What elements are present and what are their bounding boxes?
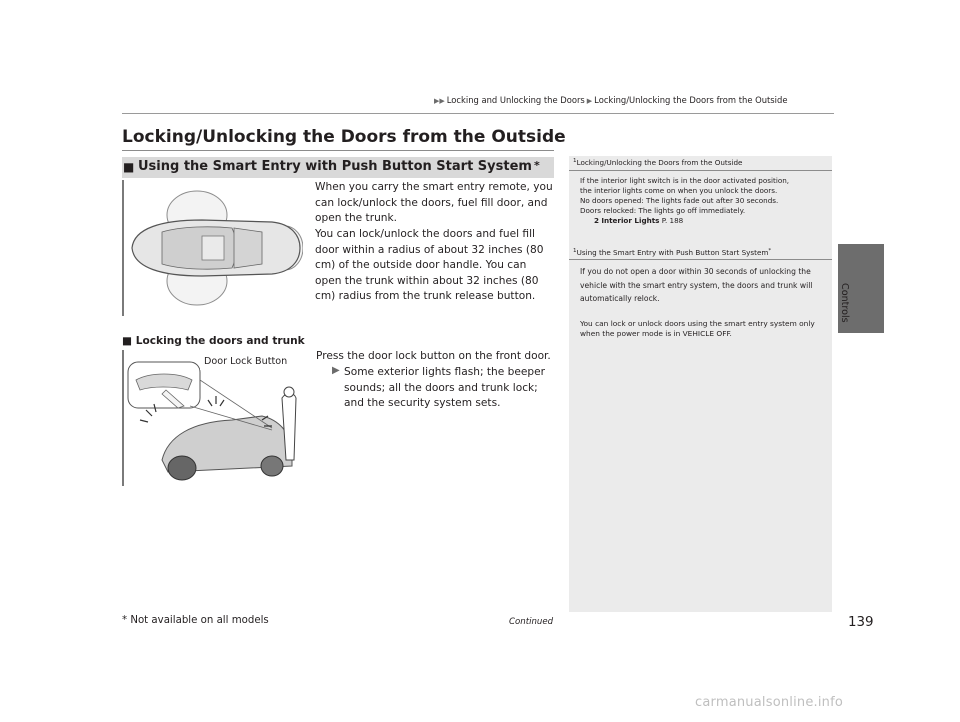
note-divider <box>569 170 832 171</box>
subsection-heading <box>122 335 305 347</box>
car-door-lock-icon <box>122 350 303 486</box>
subsection-heading-text: Locking the doors and trunk <box>135 335 305 347</box>
note-body <box>580 176 830 226</box>
result-text: Some exterior lights flash; the beeper sounds; all the doors and trunk lock; and the security system sets. <box>344 366 545 410</box>
note-line: No doors opened: The lights fade out after 30 seconds. <box>580 196 779 205</box>
note-divider <box>569 259 832 260</box>
chapter-tab-label: Controls <box>839 283 850 323</box>
note-line: the interior lights come on when you unlock the doors. <box>580 186 778 195</box>
car-top-view-illustration <box>122 180 303 316</box>
square-bullet-icon: ■ <box>122 335 133 347</box>
double-arrow-icon: ▶▶ <box>434 97 445 105</box>
section-heading <box>122 157 554 178</box>
note-icon: 1 <box>573 158 577 164</box>
cross-reference[interactable] <box>580 216 830 226</box>
note-paragraph: You can lock or unlock doors using the smart entry system only when the power mode is in VEHICLE OFF. <box>580 319 815 338</box>
breadcrumb-item[interactable]: Locking/Unlocking the Doors from the Outside <box>594 95 788 105</box>
footnote: * Not available on all models <box>122 615 269 626</box>
note-line: If the interior light switch is in the door activated position, <box>580 176 790 185</box>
page-number: 139 <box>848 615 874 630</box>
note-title <box>573 248 771 257</box>
note-paragraph: If you do not open a door within 30 seconds of unlocking the vehicle with the smart entry system, the doors and trunk will automatically relock. <box>580 267 813 304</box>
arrow-icon: ▶ <box>586 97 593 105</box>
breadcrumb-item[interactable]: Locking and Unlocking the Doors <box>446 95 585 105</box>
continued-label: Continued <box>509 617 554 627</box>
paragraph: You can lock/unlock the doors and fuel fill door within a radius of about 32 inches (80 cm) of the outside door handle. You can open the trunk within about 32 inches (80 cm) radius from the trunk release button. <box>315 228 544 303</box>
cross-reference-label[interactable]: Interior Lights <box>601 216 660 225</box>
door-lock-illustration <box>122 350 303 486</box>
asterisk-mark: * <box>533 159 540 172</box>
breadcrumb <box>432 95 787 105</box>
paragraph: When you carry the smart entry remote, you can lock/unlock the doors, fuel fill door, and open the trunk. <box>315 181 553 225</box>
callout-label: Door Lock Button <box>204 356 288 367</box>
note-icon: 1 <box>573 248 577 254</box>
title-divider <box>122 150 554 151</box>
result-arrow-icon: ▶ <box>332 365 340 376</box>
cross-reference-icon: 2 <box>594 216 600 225</box>
instruction-text: Press the door lock button on the front door. <box>316 350 551 362</box>
watermark: carmanualsonline.info <box>695 695 844 710</box>
car-top-view-icon <box>122 180 303 316</box>
note-title-text: Using the Smart Entry with Push Button Start System <box>576 248 769 257</box>
square-bullet-icon: ■ <box>123 160 135 174</box>
note-title-text: Locking/Unlocking the Doors from the Outside <box>576 158 743 167</box>
header-divider <box>122 113 834 114</box>
note-title <box>573 158 742 167</box>
cross-reference-page[interactable]: P. 188 <box>661 216 684 225</box>
note-line: Doors relocked: The lights go off immediately. <box>580 206 746 215</box>
section-heading-text: Using the Smart Entry with Push Button Start System <box>138 159 532 174</box>
page-title: Locking/Unlocking the Doors from the Outside <box>122 127 566 147</box>
asterisk-mark: * <box>768 248 772 254</box>
